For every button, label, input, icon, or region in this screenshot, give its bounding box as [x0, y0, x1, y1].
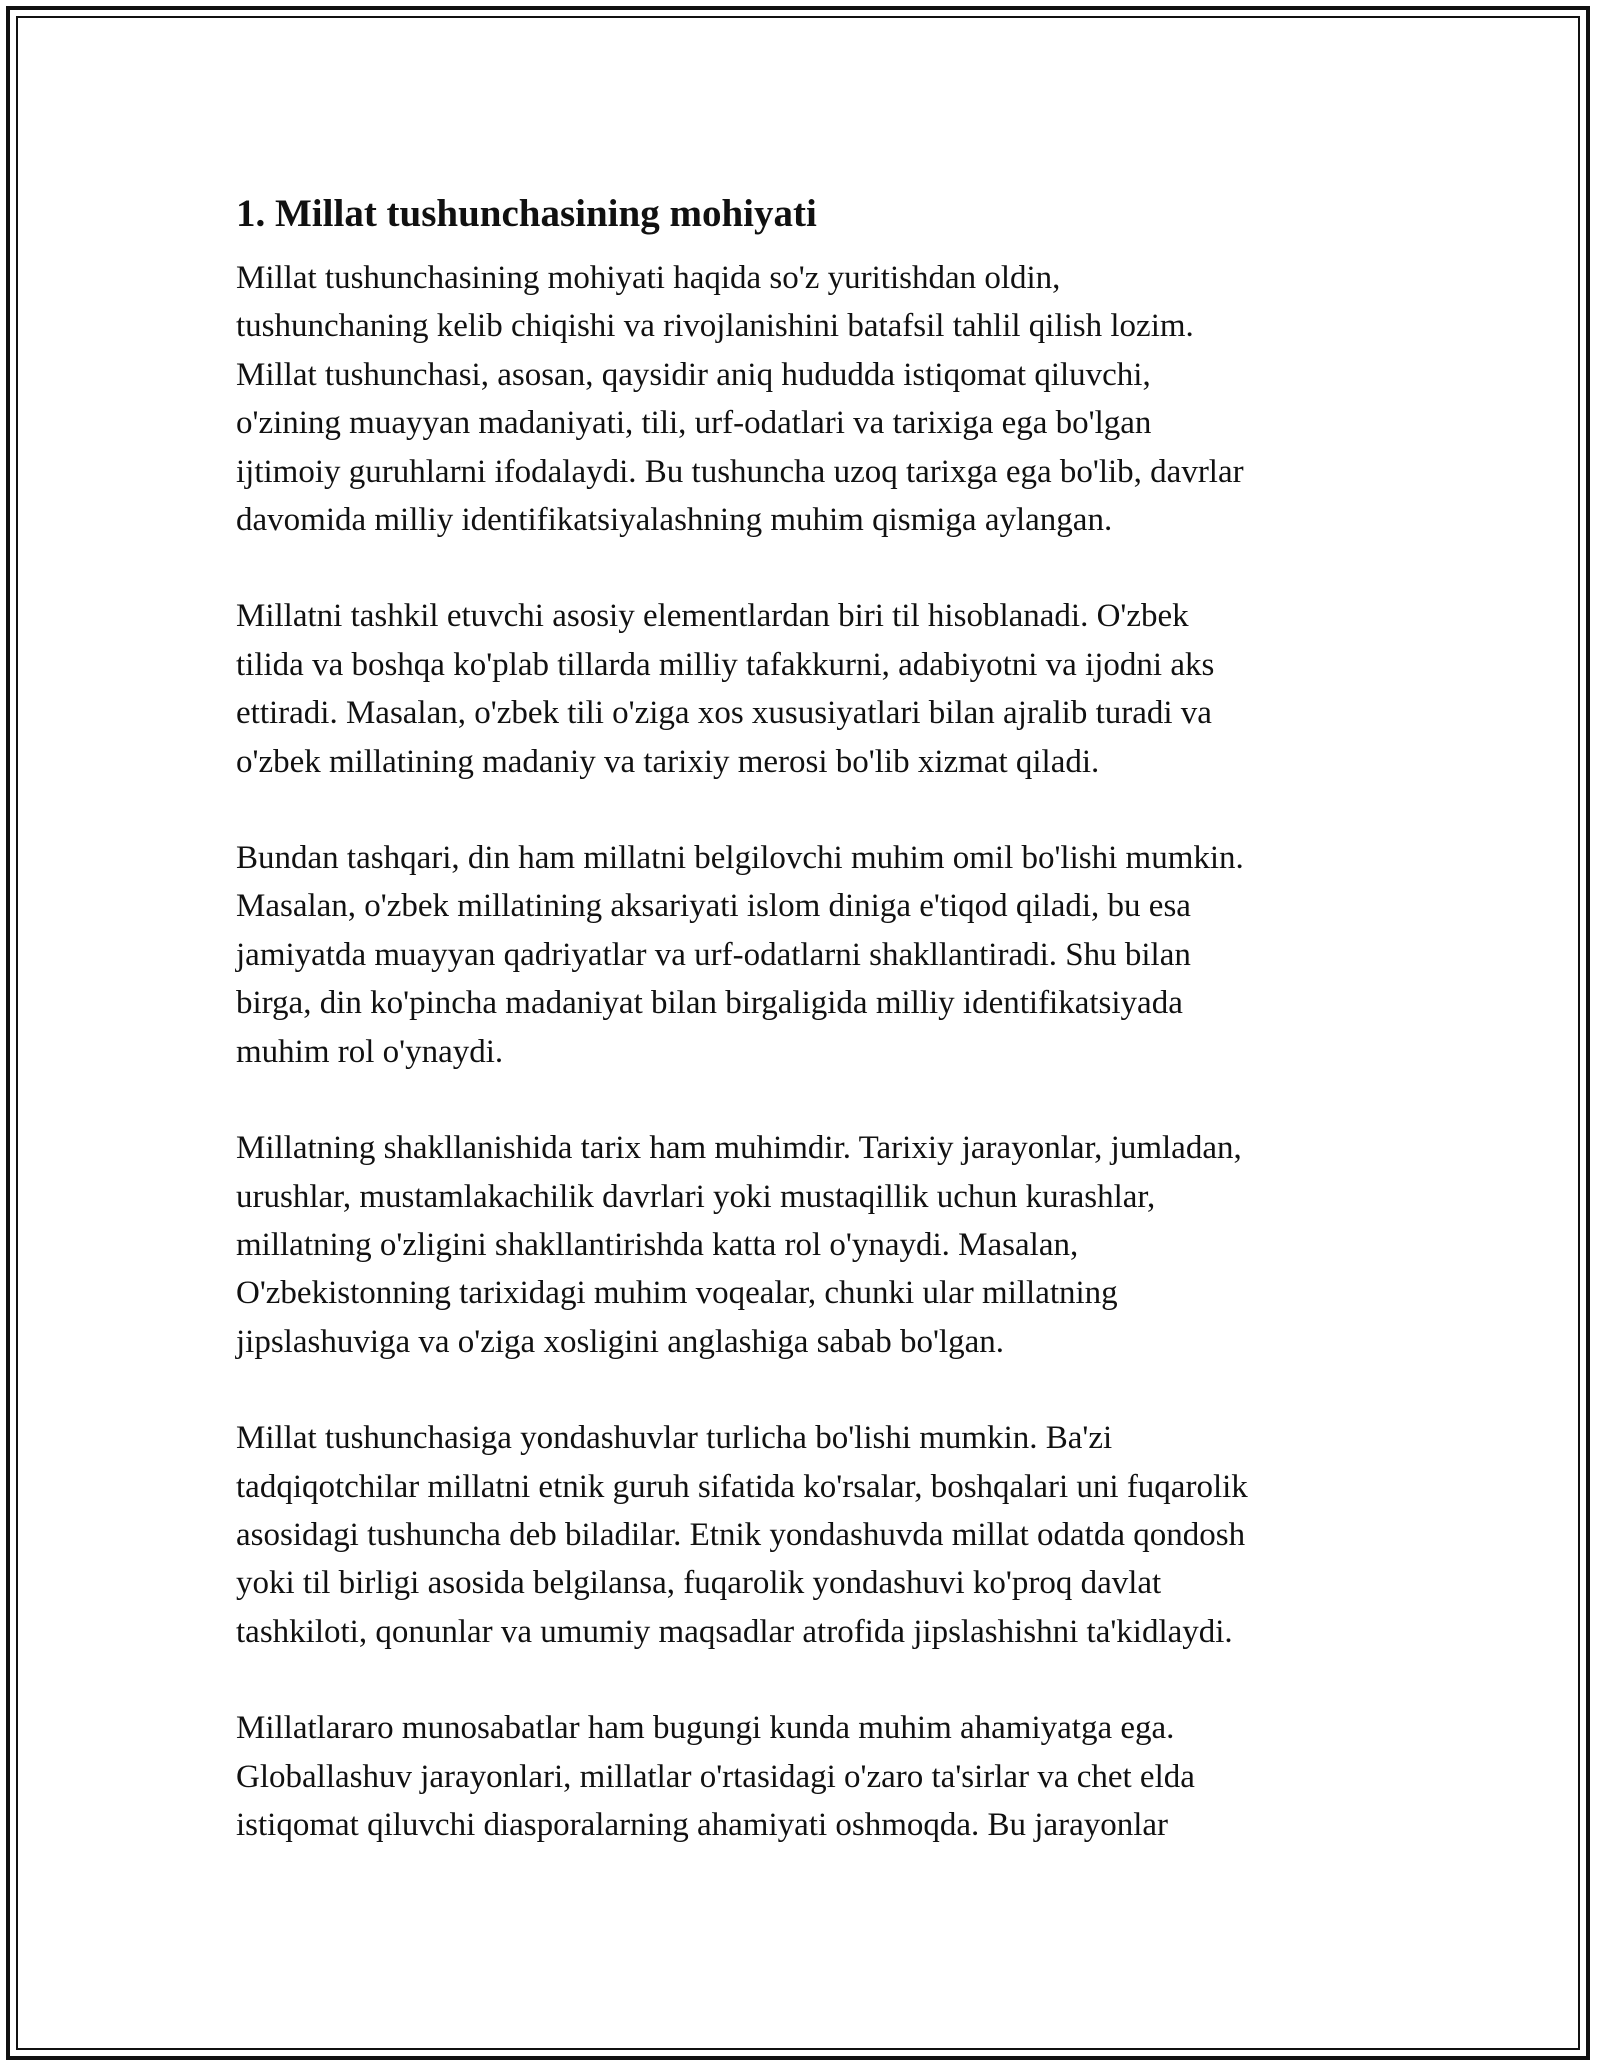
- text-line: muhim rol o'ynaydi.: [236, 1033, 504, 1070]
- text-line: davomida milliy identifikatsiyalashning muhim qismiga aylangan.: [236, 502, 1113, 539]
- text-line: tilida va boshqa ko'plab tillarda milliy tafakkurni, adabiyotni va ijodni aks: [236, 646, 1215, 683]
- text-line: jipslashuviga va o'ziga xosligini anglashiga sabab bo'lgan.: [236, 1323, 1004, 1360]
- paragraph-3: [236, 834, 1376, 1076]
- text-line: Millatning shakllanishida tarix ham muhimdir. Tarixiy jarayonlar, jumladan,: [236, 1130, 1242, 1167]
- text-line: birga, din ko'pincha madaniyat bilan birgaligida milliy identifikatsiyada: [236, 985, 1183, 1022]
- text-line: Millat tushunchasiga yondashuvlar turlicha bo'lishi mumkin. Ba'zi: [236, 1420, 1113, 1457]
- text-line: Millat tushunchasining mohiyati haqida so'z yuritishdan oldin,: [236, 260, 1061, 296]
- text-line: Masalan, o'zbek millatining aksariyati islom diniga e'tiqod qiladi, bu esa: [236, 888, 1191, 925]
- document-body: [236, 186, 1376, 1897]
- section-heading: 1. Millat tushunchasining mohiyati: [236, 192, 817, 235]
- text-line: asosidagi tushuncha deb biladilar. Etnik yondashuvda millat odatda qondosh: [236, 1516, 1246, 1553]
- paragraph-4: [236, 1124, 1376, 1366]
- text-line: ijtimoiy guruhlarni ifodalaydi. Bu tushuncha uzoq tarixga ega bo'lib, davrlar: [236, 453, 1244, 490]
- text-line: o'zbek millatining madaniy va tarixiy merosi bo'lib xizmat qiladi.: [236, 743, 1100, 780]
- text-line: jamiyatda muayyan qadriyatlar va urf-odatlarni shakllantiradi. Shu bilan: [236, 936, 1191, 973]
- paragraph-6: [236, 1704, 1376, 1849]
- text-line: urushlar, mustamlakachilik davrlari yoki mustaqillik uchun kurashlar,: [236, 1178, 1156, 1215]
- text-line: ettiradi. Masalan, o'zbek tili o'ziga xos xususiyatlari bilan ajralib turadi va: [236, 695, 1212, 732]
- text-line: O'zbekistonning tarixidagi muhim voqealar, chunki ular millatning: [236, 1275, 1118, 1312]
- text-line: o'zining muayyan madaniyati, tili, urf-odatlari va tarixiga ega bo'lgan: [236, 405, 1152, 442]
- text-line: yoki til birligi asosida belgilansa, fuqarolik yondashuvi ko'proq davlat: [236, 1565, 1162, 1602]
- paragraph-2: [236, 592, 1376, 786]
- text-line: Bundan tashqari, din ham millatni belgilovchi muhim omil bo'lishi mumkin.: [236, 840, 1244, 877]
- text-line: Millatlararo munosabatlar ham bugungi kunda muhim ahamiyatga ega.: [236, 1710, 1175, 1747]
- text-line: Globallashuv jarayonlari, millatlar o'rtasidagi o'zaro ta'sirlar va chet elda: [236, 1758, 1195, 1795]
- paragraph-5: [236, 1414, 1376, 1656]
- text-line: Millat tushunchasi, asosan, qaysidir aniq hududda istiqomat qiluvchi,: [236, 356, 1151, 393]
- text-line: tushunchaning kelib chiqishi va rivojlanishini batafsil tahlil qilish lozim.: [236, 308, 1194, 345]
- text-line: tadqiqotchilar millatni etnik guruh sifatida ko'rsalar, boshqalari uni fuqarolik: [236, 1468, 1248, 1505]
- text-line: istiqomat qiluvchi diasporalarning ahamiyati oshmoqda. Bu jarayonlar: [236, 1806, 1169, 1843]
- text-line: millatning o'zligini shakllantirishda katta rol o'ynaydi. Masalan,: [236, 1226, 1079, 1263]
- text-line: tashkiloti, qonunlar va umumiy maqsadlar atrofida jipslashishni ta'kidlaydi.: [236, 1613, 1233, 1650]
- paragraph-1: [236, 254, 1376, 544]
- text-line: Millatni tashkil etuvchi asosiy elementlardan biri til hisoblanadi. O'zbek: [236, 598, 1189, 635]
